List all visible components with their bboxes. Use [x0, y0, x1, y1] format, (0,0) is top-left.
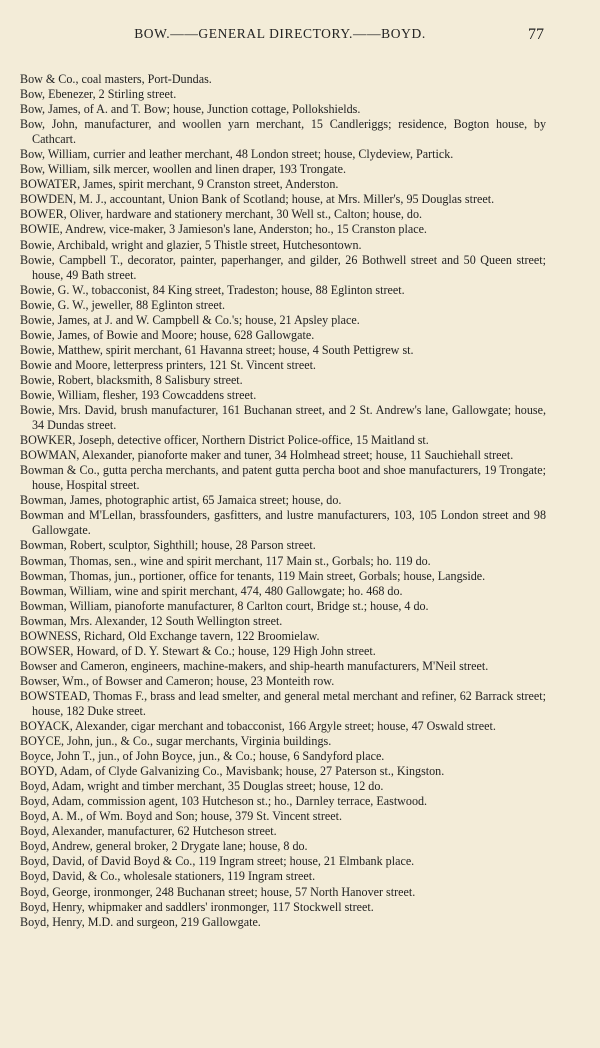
directory-entry: Bow, William, currier and leather merchant, 48 London street; house, Clydeview, Partick.	[20, 147, 454, 162]
directory-entry: Boyd, David, of David Boyd & Co., 119 Ingram street; house, 21 Elmbank place.	[20, 854, 415, 869]
directory-entry: BOWNESS, Richard, Old Exchange tavern, 122 Broomielaw.	[20, 628, 320, 643]
directory-entries	[20, 72, 546, 930]
directory-entry: Bowie, James, at J. and W. Campbell & Co.'s; house, 21 Apsley place.	[20, 312, 360, 327]
directory-entry: Bow, James, of A. and T. Bow; house, Junction cottage, Pollokshields.	[20, 102, 361, 117]
directory-entry: Bowie, Robert, blacksmith, 8 Salisbury street.	[20, 372, 243, 387]
directory-entry: Bowie, G. W., tobacconist, 84 King street, Tradeston; house, 88 Eglinton street.	[20, 282, 405, 297]
directory-entry: Bowman, James, photographic artist, 65 Jamaica street; house, do.	[20, 493, 342, 508]
directory-entry: BOYCE, John, jun., & Co., sugar merchants, Virginia buildings.	[20, 734, 332, 749]
directory-entry: Bowman & Co., gutta percha merchants, and patent gutta percha boot and shoe manufacturers, 19 Trongate; house, Hospital street.	[20, 463, 546, 493]
directory-entry: Bowie, Matthew, spirit merchant, 61 Havanna street; house, 4 South Pettigrew st.	[20, 342, 414, 357]
running-title: BOW.——GENERAL DIRECTORY.——BOYD.	[134, 26, 426, 41]
directory-entry: BOWSER, Howard, of D. Y. Stewart & Co.; house, 129 High John street.	[20, 643, 376, 658]
directory-entry: Bowie, Archibald, wright and glazier, 5 Thistle street, Hutchesontown.	[20, 237, 362, 252]
directory-entry: BOYD, Adam, of Clyde Galvanizing Co., Mavisbank; house, 27 Paterson st., Kingston.	[20, 764, 445, 779]
directory-entry: Boyd, Adam, commission agent, 103 Hutcheson st.; ho., Darnley terrace, Eastwood.	[20, 794, 428, 809]
directory-entry: Bowman, Thomas, sen., wine and spirit merchant, 117 Main st., Gorbals; ho. 119 do.	[20, 553, 431, 568]
directory-entry: Boyd, Alexander, manufacturer, 62 Hutcheson street.	[20, 824, 277, 839]
directory-entry: Bow & Co., coal masters, Port-Dundas.	[20, 72, 212, 86]
directory-entry: Bowie, G. W., jeweller, 88 Eglinton street.	[20, 297, 226, 312]
directory-entry: Boyd, A. M., of Wm. Boyd and Son; house, 379 St. Vincent street.	[20, 809, 342, 824]
directory-entry: Bowman, William, wine and spirit merchant, 474, 480 Gallowgate; ho. 468 do.	[20, 583, 403, 598]
directory-entry: Bowie, James, of Bowie and Moore; house, 628 Gallowgate.	[20, 327, 315, 342]
directory-entry: Bowman and M'Lellan, brassfounders, gasfitters, and lustre manufacturers, 103, 105 London street and 98 Gallowgate.	[20, 508, 546, 538]
directory-entry: Bowser and Cameron, engineers, machine-makers, and ship-hearth manufacturers, M'Neil street.	[20, 658, 489, 673]
directory-entry: Bowie, Mrs. David, brush manufacturer, 161 Buchanan street, and 2 St. Andrew's lane, Gallowgate; house, 34 Dundas street.	[20, 403, 546, 433]
directory-entry: Boyd, George, ironmonger, 248 Buchanan street; house, 57 North Hanover street.	[20, 884, 416, 899]
directory-entry: Bowie and Moore, letterpress printers, 121 St. Vincent street.	[20, 357, 316, 372]
directory-entry: BOWER, Oliver, hardware and stationery merchant, 30 Well st., Calton; house, do.	[20, 207, 423, 222]
directory-entry: Bowman, Thomas, jun., portioner, office for tenants, 119 Main street, Gorbals; house, Langside.	[20, 568, 486, 583]
directory-entry: BOWATER, James, spirit merchant, 9 Cranston street, Anderston.	[20, 177, 339, 192]
directory-entry: Boyd, David, & Co., wholesale stationers, 119 Ingram street.	[20, 869, 316, 884]
page-header	[0, 26, 600, 46]
directory-entry: Bowman, Robert, sculptor, Sighthill; house, 28 Parson street.	[20, 538, 316, 553]
directory-entry: BOWKER, Joseph, detective officer, Northern District Police-office, 15 Maitland st.	[20, 433, 429, 448]
directory-entry: Boyd, Henry, whipmaker and saddlers' ironmonger, 117 Stockwell street.	[20, 899, 374, 914]
directory-entry: BOWMAN, Alexander, pianoforte maker and tuner, 34 Holmhead street; house, 11 Sauchiehall street.	[20, 448, 514, 463]
directory-entry: Boyd, Henry, M.D. and surgeon, 219 Gallowgate.	[20, 914, 261, 929]
directory-entry: Bow, John, manufacturer, and woollen yarn merchant, 15 Candleriggs; residence, Bogton house, by Cathcart.	[20, 117, 546, 147]
directory-entry: Boyce, John T., jun., of John Boyce, jun., & Co.; house, 6 Sandyford place.	[20, 749, 385, 764]
directory-entry: Bowie, Campbell T., decorator, painter, paperhanger, and gilder, 26 Bothwell street and 50 Queen street; house, 49 Bath street.	[20, 252, 546, 282]
directory-entry: BOYACK, Alexander, cigar merchant and tobacconist, 166 Argyle street; house, 47 Oswald street.	[20, 719, 496, 734]
directory-entry: BOWDEN, M. J., accountant, Union Bank of Scotland; house, at Mrs. Miller's, 95 Douglas street.	[20, 192, 495, 207]
directory-entry: Bowman, William, pianoforte manufacturer, 8 Carlton court, Bridge st.; house, 4 do.	[20, 598, 429, 613]
directory-entry: Bowman, Mrs. Alexander, 12 South Wellington street.	[20, 613, 283, 628]
directory-entry: Bowser, Wm., of Bowser and Cameron; house, 23 Monteith row.	[20, 673, 335, 688]
directory-entry: BOWIE, Andrew, vice-maker, 3 Jamieson's lane, Anderston; ho., 15 Cranston place.	[20, 222, 427, 237]
directory-entry: BOWSTEAD, Thomas F., brass and lead smelter, and general metal merchant and refiner, 62 Barrack street; house, 182 Duke street.	[20, 688, 546, 718]
page-number: 77	[528, 26, 544, 43]
directory-entry: Boyd, Adam, wright and timber merchant, 35 Douglas street; house, 12 do.	[20, 779, 384, 794]
directory-entry: Bowie, William, flesher, 193 Cowcaddens street.	[20, 387, 257, 402]
directory-entry: Bow, Ebenezer, 2 Stirling street.	[20, 87, 177, 102]
directory-entry: Boyd, Andrew, general broker, 2 Drygate lane; house, 8 do.	[20, 839, 308, 854]
directory-entry: Bow, William, silk mercer, woollen and linen draper, 193 Trongate.	[20, 162, 347, 177]
